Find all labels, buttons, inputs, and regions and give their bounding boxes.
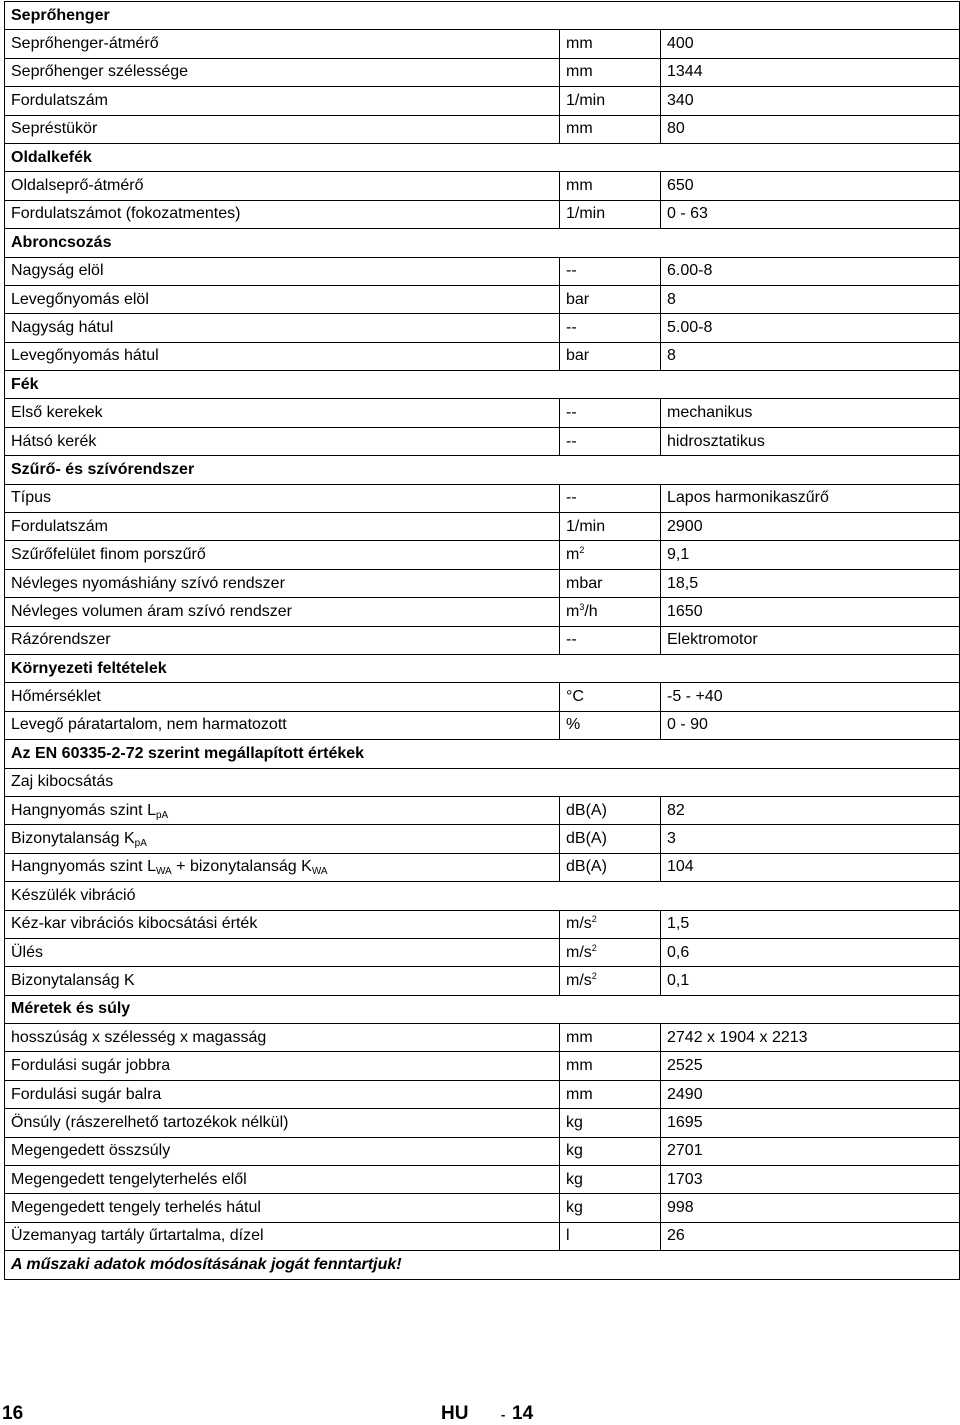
spec-unit [560,796,661,824]
table-row [5,427,960,455]
spec-unit [560,172,661,200]
page-number-right: 14 [512,1403,534,1424]
spec-value: 0 - 90 [661,711,960,739]
table-row [5,342,960,370]
spec-value: 0,1 [661,967,960,995]
section-title: Az EN 60335-2-72 szerint megállapított értékek [5,740,960,768]
spec-value: 6.00-8 [661,257,960,285]
spec-label-subscript: pA [134,838,147,850]
section-title: Abroncsozás [5,229,960,257]
table-row [5,598,960,626]
section-header-row [5,768,960,796]
spec-unit-text: dB(A) [566,830,607,848]
note-row [5,1251,960,1279]
spec-value: 80 [661,115,960,143]
spec-label [5,598,560,626]
spec-label [5,342,560,370]
spec-label-text: Kéz-kar vibrációs kibocsátási érték [11,915,258,933]
section-title: Seprőhenger [5,2,960,30]
spec-label [5,711,560,739]
spec-unit-text: kg [566,1142,583,1160]
section-header-row [5,2,960,30]
spec-unit-text: /h [584,602,598,620]
section-header-row [5,740,960,768]
spec-unit-text: mm [566,1057,593,1075]
spec-label-text: Megengedett tengelyterhelés elől [11,1170,247,1188]
spec-unit-text: % [566,716,581,734]
language-code: HU [441,1403,469,1424]
spec-value: 8 [661,342,960,370]
spec-unit [560,58,661,86]
spec-label-text: Levegőnyomás hátul [11,347,159,365]
table-row [5,541,960,569]
page-number-left: 16 [2,1403,24,1424]
spec-label [5,626,560,654]
table-row [5,285,960,313]
spec-unit-text: m [566,546,580,564]
spec-unit [560,711,661,739]
spec-unit-text: -- [566,262,577,280]
spec-unit-text: m/s [566,943,592,961]
table-row [5,967,960,995]
spec-label [5,1166,560,1194]
spec-unit [560,1080,661,1108]
spec-unit-text: -- [566,432,577,450]
spec-unit-superscript: 2 [591,914,597,925]
spec-value: 2742 x 1904 x 2213 [661,1024,960,1052]
spec-value: 3 [661,825,960,853]
spec-unit-text: dB(A) [566,801,607,819]
spec-label-text: Nagyság elöl [11,262,104,280]
spec-value: hidrosztatikus [661,427,960,455]
spec-value: 2900 [661,513,960,541]
spec-unit-superscript: 2 [591,970,597,981]
spec-unit [560,399,661,427]
spec-label-text: Levegő páratartalom, nem harmatozott [11,716,287,734]
section-title: Szűrő- és szívórendszer [5,456,960,484]
spec-label-text: Seprőhenger szélessége [11,63,189,81]
spec-label-text: Fordulatszám [11,91,108,109]
spec-unit-text: kg [566,1170,583,1188]
table-row [5,513,960,541]
spec-label [5,427,560,455]
spec-value: 26 [661,1222,960,1250]
spec-value: 1703 [661,1166,960,1194]
spec-label [5,285,560,313]
spec-unit-text: -- [566,318,577,336]
spec-label-text: Hőmérséklet [11,688,101,706]
spec-value: 400 [661,30,960,58]
spec-value: 2525 [661,1052,960,1080]
table-row [5,910,960,938]
spec-value: Lapos harmonikaszűrő [661,484,960,512]
spec-label-text: Fordulási sugár jobbra [11,1057,171,1075]
spec-label-text: Névleges volumen áram szívó rendszer [11,602,293,620]
spec-label-subscript: WA [155,866,172,878]
spec-label [5,1052,560,1080]
spec-label-text: Névleges nyomáshiány szívó rendszer [11,574,285,592]
spec-value: Elektromotor [661,626,960,654]
spec-unit [560,1024,661,1052]
spec-unit-text: mbar [566,574,603,592]
table-row [5,1024,960,1052]
spec-label [5,30,560,58]
spec-unit-text: mm [566,1085,593,1103]
spec-value: 5.00-8 [661,314,960,342]
spec-label-text: Önsúly (rászerelhető tartozékok nélkül) [11,1113,289,1131]
spec-label [5,1024,560,1052]
spec-label-text: Hangnyomás szint L [11,801,156,819]
spec-label [5,314,560,342]
spec-label [5,484,560,512]
spec-label [5,399,560,427]
spec-unit [560,967,661,995]
table-row [5,1109,960,1137]
table-row [5,257,960,285]
spec-unit [560,626,661,654]
spec-unit-text: kg [566,1199,583,1217]
spec-label [5,1109,560,1137]
table-row [5,853,960,881]
spec-label-text: Hangnyomás szint L [11,858,156,876]
spec-unit-text: 1/min [566,91,606,109]
table-row [5,796,960,824]
spec-label-text: Oldalseprő-átmérő [11,177,144,195]
spec-label-subscript: pA [155,809,169,821]
spec-unit [560,484,661,512]
spec-unit [560,1137,661,1165]
spec-label-text: Levegőnyomás elöl [11,290,149,308]
spec-label [5,967,560,995]
spec-unit [560,30,661,58]
table-row [5,172,960,200]
spec-value: 1650 [661,598,960,626]
spec-value: 18,5 [661,569,960,597]
spec-unit [560,1166,661,1194]
spec-unit [560,342,661,370]
spec-unit-text: mm [566,35,593,53]
spec-unit [560,285,661,313]
spec-label-text: Hátsó kerék [11,432,97,450]
spec-label-text: hosszúság x szélesség x magasság [11,1028,267,1046]
spec-value: 340 [661,87,960,115]
spec-value: 1,5 [661,910,960,938]
spec-unit-text: 1/min [566,205,606,223]
spec-label-text: Fordulási sugár balra [11,1085,162,1103]
spec-label [5,796,560,824]
spec-label [5,1222,560,1250]
spec-label [5,115,560,143]
table-row [5,1166,960,1194]
spec-unit-text: -- [566,631,577,649]
spec-label-text: Első kerekek [11,404,103,422]
spec-unit [560,87,661,115]
table-row [5,825,960,853]
spec-value: 2701 [661,1137,960,1165]
spec-value: 9,1 [661,541,960,569]
spec-unit [560,427,661,455]
spec-unit-text: bar [566,347,590,365]
spec-label-text: Ülés [11,943,44,961]
spec-unit [560,569,661,597]
spec-label-text: Szűrőfelület finom porszűrő [11,546,206,564]
page-separator: - [501,1407,506,1422]
spec-unit [560,1052,661,1080]
spec-label [5,541,560,569]
spec-value: 1695 [661,1109,960,1137]
spec-unit [560,910,661,938]
spec-value: 8 [661,285,960,313]
spec-label [5,910,560,938]
spec-value: 1344 [661,58,960,86]
table-row [5,626,960,654]
table-row [5,1052,960,1080]
spec-label [5,1194,560,1222]
spec-label [5,1080,560,1108]
spec-label-text: Rázórendszer [11,631,111,649]
table-row [5,938,960,966]
spec-value: 82 [661,796,960,824]
spec-label-text: Fordulatszámot (fokozatmentes) [11,205,241,223]
table-row [5,1222,960,1250]
spec-unit-text: m/s [566,915,592,933]
spec-label-text: Megengedett összsúly [11,1142,171,1160]
spec-label [5,200,560,228]
spec-label-text: Megengedett tengely terhelés hátul [11,1199,261,1217]
table-row [5,115,960,143]
spec-label [5,853,560,881]
spec-unit [560,1222,661,1250]
spec-unit [560,513,661,541]
spec-label-text: Bizonytalanság K [11,971,135,989]
section-header-row [5,995,960,1023]
spec-unit [560,541,661,569]
spec-unit-text: -- [566,489,577,507]
spec-value: 2490 [661,1080,960,1108]
spec-value: 998 [661,1194,960,1222]
spec-unit-text: dB(A) [566,858,607,876]
spec-label-text: + bizonytalanság K [171,858,312,876]
spec-label-text: Nagyság hátul [11,318,114,336]
table-row [5,87,960,115]
table-row [5,1194,960,1222]
table-row [5,30,960,58]
spec-unit-text: m/s [566,971,592,989]
spec-unit-text: bar [566,290,590,308]
spec-unit-superscript: 3 [579,601,585,612]
table-row [5,484,960,512]
spec-unit [560,938,661,966]
spec-unit-superscript: 2 [579,545,585,556]
section-header-row [5,229,960,257]
spec-label-text: Üzemanyag tartály űrtartalma, dízel [11,1227,264,1245]
table-row [5,569,960,597]
table-row [5,58,960,86]
spec-label [5,87,560,115]
spec-label-text: Fordulatszám [11,517,108,535]
spec-unit [560,200,661,228]
spec-unit [560,257,661,285]
spec-label-text: Seprőhenger-átmérő [11,35,159,53]
spec-unit [560,598,661,626]
section-header-row [5,143,960,171]
spec-label [5,172,560,200]
spec-unit [560,683,661,711]
spec-value: 0,6 [661,938,960,966]
spec-label-subscript: WA [311,866,328,878]
spec-value: -5 - +40 [661,683,960,711]
spec-label [5,1137,560,1165]
disclaimer-note: A műszaki adatok módosításának jogát fenntartjuk! [5,1251,960,1279]
spec-unit-superscript: 2 [591,942,597,953]
table-row [5,314,960,342]
spec-label [5,938,560,966]
table-row [5,1137,960,1165]
spec-unit-text: °C [566,688,584,706]
spec-value: 104 [661,853,960,881]
section-title: Készülék vibráció [5,882,960,910]
spec-label-text: Sepréstükör [11,120,98,138]
spec-unit-text: m [566,602,580,620]
table-row [5,399,960,427]
spec-unit [560,314,661,342]
section-title: Fék [5,371,960,399]
section-title: Környezeti feltételek [5,654,960,682]
spec-value: 650 [661,172,960,200]
spec-unit [560,1109,661,1137]
spec-label [5,825,560,853]
section-header-row [5,654,960,682]
spec-unit [560,853,661,881]
spec-unit-text: l [566,1227,570,1245]
spec-label [5,513,560,541]
table-row [5,683,960,711]
spec-unit-text: mm [566,177,593,195]
spec-value: 0 - 63 [661,200,960,228]
spec-unit [560,825,661,853]
spec-unit-text: -- [566,404,577,422]
section-header-row [5,371,960,399]
spec-unit-text: mm [566,120,593,138]
spec-label [5,257,560,285]
spec-unit-text: kg [566,1113,583,1131]
section-title: Zaj kibocsátás [5,768,960,796]
spec-unit-text: 1/min [566,517,606,535]
spec-unit-text: mm [566,1028,593,1046]
spec-label [5,683,560,711]
section-title: Oldalkefék [5,143,960,171]
spec-label [5,58,560,86]
section-title: Méretek és súly [5,995,960,1023]
table-row [5,200,960,228]
spec-label-text: Típus [11,489,52,507]
spec-label-text: Bizonytalanság K [11,830,135,848]
spec-label [5,569,560,597]
spec-unit-text: mm [566,63,593,81]
spec-value: mechanikus [661,399,960,427]
section-header-row [5,456,960,484]
table-row [5,1080,960,1108]
technical-data-table [4,1,960,1280]
section-header-row [5,882,960,910]
spec-unit [560,1194,661,1222]
table-row [5,711,960,739]
spec-unit [560,115,661,143]
